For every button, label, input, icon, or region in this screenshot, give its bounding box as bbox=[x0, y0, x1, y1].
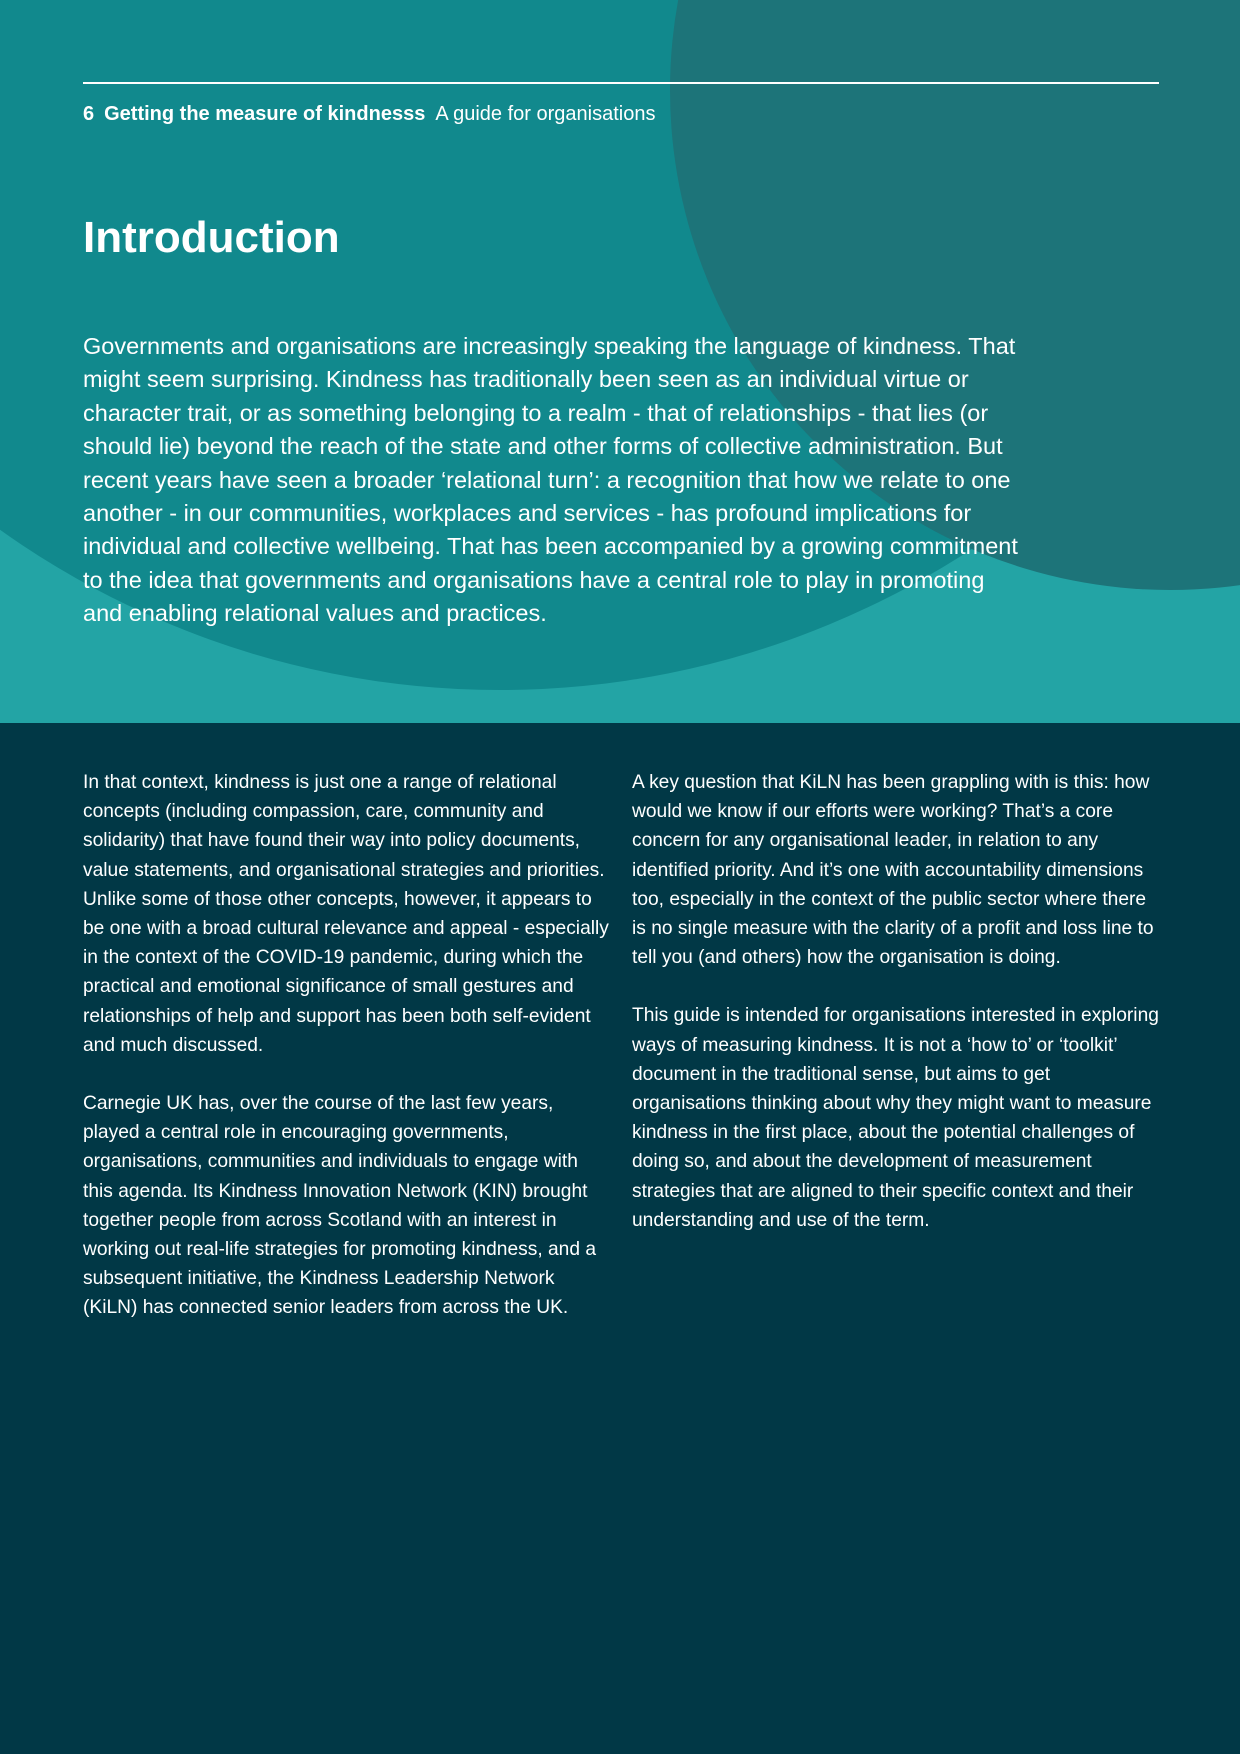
body-paragraph: This guide is intended for organisations interested in exploring ways of measuring kindness. It is not a ‘how to’ or ‘toolkit’ document in the traditional sense, but aims to get organisations thinking about why they might want to measure kindness in the first place, about the potential challenges of doing so, and about the development of measurement strategies that are aligned to their specific context and their understanding and use of the term. bbox=[632, 1005, 1159, 1231]
section-title: Introduction bbox=[83, 213, 340, 262]
body-paragraph: Carnegie UK has, over the course of the last few years, played a central role in encouraging governments, organisations, communities and individuals to engage with this agenda. Its Kindness Innovation Network (KIN) brought together people from across Scotland with an interest in working out real-life strategies for promoting kindness, and a subsequent initiative, the Kindness Leadership Network (KiLN) has connected senior leaders from across the UK. bbox=[83, 1093, 596, 1319]
document-title: Getting the measure of kindnesss bbox=[104, 103, 426, 125]
right-column bbox=[632, 768, 1162, 1264]
left-column bbox=[83, 768, 613, 1352]
running-head bbox=[83, 101, 655, 127]
page-number: 6 bbox=[83, 103, 95, 125]
header-rule bbox=[83, 82, 1159, 84]
document-subtitle: A guide for organisations bbox=[435, 103, 656, 125]
intro-lead-paragraph: Governments and organisations are increasingly speaking the language of kindness. That might seem surprising. Kindness has traditionally been seen as an individual virtue or character trait, or as something belonging to a realm - that of relationships - that lies (or should lie) beyond the reach of the state and other forms of collective administration. But recent years have seen a broader ‘relational turn’: a recognition that how we relate to one another - in our communities, workplaces and services - has profound implications for individual and collective wellbeing. That has been accompanied by a growing commitment to the idea that governments and organisations have a central role to play in promoting and enabling relational values and practices. bbox=[83, 333, 1018, 627]
body-paragraph: In that context, kindness is just one a range of relational concepts (including compassion, care, community and solidarity) that have found their way into policy documents, value statements, and organisational strategies and priorities. Unlike some of those other concepts, however, it appears to be one with a broad cultural relevance and appeal - especially in the context of the COVID-19 pandemic, during which the practical and emotional significance of small gestures and relationships of help and support has been both self-evident and much discussed. bbox=[83, 772, 609, 1056]
body-paragraph: A key question that KiLN has been grappling with is this: how would we know if our efforts were working? That’s a core concern for any organisational leader, in relation to any identified priority. And it’s one with accountability dimensions too, especially in the context of the public sector where there is no single measure with the clarity of a profit and loss line to tell you (and others) how the organisation is doing. bbox=[632, 772, 1154, 969]
